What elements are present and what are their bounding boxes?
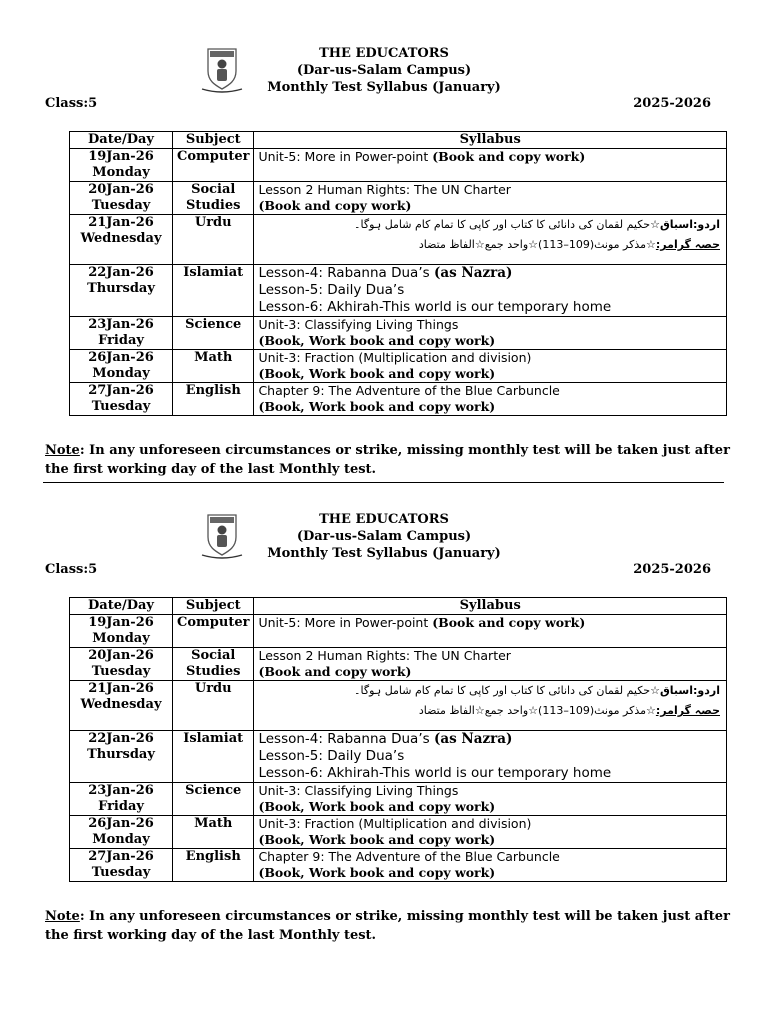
subject-cell: English — [173, 849, 254, 882]
syllabus-line — [258, 333, 722, 349]
note-label: Note — [45, 443, 80, 458]
date-cell — [70, 816, 173, 849]
syllabus-line — [258, 664, 722, 680]
table-row — [70, 615, 727, 648]
campus-name: (Dar-us-Salam Campus) — [296, 529, 472, 544]
school-name: THE EDUCATORS — [319, 46, 449, 61]
syllabus-line-text: Chapter 9: The Adventure of the Blue Carbuncle — [258, 849, 560, 864]
date-cell — [70, 350, 173, 383]
sheet-divider — [43, 482, 724, 483]
day-text: Monday — [92, 631, 150, 646]
syllabus-line — [258, 350, 722, 366]
document-header — [0, 511, 768, 562]
syllabus-line — [258, 731, 722, 748]
date-text: 21Jan-26 — [88, 215, 154, 230]
subject-cell: Computer — [173, 149, 254, 182]
date-cell — [70, 681, 173, 731]
date-cell — [70, 615, 173, 648]
subject-cell: Science — [173, 783, 254, 816]
day-text: Monday — [92, 165, 150, 180]
syllabus-line-emphasis: (as Nazra) — [433, 731, 513, 747]
subject-cell: Social Studies — [173, 648, 254, 681]
date-text: 22Jan-26 — [88, 731, 154, 746]
subject-cell: Urdu — [173, 681, 254, 731]
table-row — [70, 681, 727, 731]
syllabus-table — [69, 597, 727, 882]
day-text: Monday — [92, 366, 150, 381]
session-year: 2025-2026 — [633, 562, 711, 577]
note — [45, 441, 735, 479]
table-header-row — [70, 132, 727, 149]
syllabus-line — [258, 299, 722, 316]
note-text: : In any unforeseen circumstances or strike, missing monthly test will be taken just after the first working day of the last Monthly test. — [45, 443, 730, 477]
syllabus-line — [258, 366, 722, 382]
day-text: Thursday — [87, 747, 155, 762]
syllabus-line — [258, 149, 722, 165]
note-label: Note — [45, 909, 80, 924]
syllabus-line-emphasis: (Book and copy work) — [432, 149, 586, 164]
column-header-date: Date/Day — [70, 132, 173, 149]
syllabus-line-emphasis: (Book and copy work) — [258, 664, 412, 679]
note — [45, 907, 735, 945]
date-text: 19Jan-26 — [88, 615, 154, 630]
table-row — [70, 849, 727, 882]
date-text: 19Jan-26 — [88, 149, 154, 164]
day-text: Thursday — [87, 281, 155, 296]
syllabus-line-text: Unit-3: Classifying Living Things — [258, 783, 459, 798]
subject-cell: English — [173, 383, 254, 416]
date-text: 27Jan-26 — [88, 383, 154, 398]
syllabus-line — [258, 182, 722, 198]
table-row — [70, 731, 727, 783]
syllabus-line-text: Lesson-5: Daily Dua’s — [258, 282, 405, 298]
subject-cell: Science — [173, 317, 254, 350]
syllabus-cell — [254, 317, 727, 350]
day-text: Monday — [92, 832, 150, 847]
syllabus-cell — [254, 783, 727, 816]
syllabus-cell — [254, 615, 727, 648]
date-cell — [70, 215, 173, 265]
day-text: Friday — [98, 333, 144, 348]
urdu-line-text: حکیم لقمان کی دانائی کا کتاب اور کاپی کا تمام کام شامل ہوگا۔ — [354, 684, 651, 697]
urdu-syllabus-line — [258, 701, 722, 721]
urdu-syllabus-line — [258, 681, 722, 701]
syllabus-cell — [254, 849, 727, 882]
urdu-line-text: ☆مذکر مونث(109–113)☆واحد جمع☆الفاظ متضاد — [418, 704, 656, 717]
syllabus-cell — [254, 265, 727, 317]
table-row — [70, 215, 727, 265]
session-year: 2025-2026 — [633, 96, 711, 111]
syllabus-sheet — [0, 511, 768, 943]
table-row — [70, 783, 727, 816]
date-cell — [70, 317, 173, 350]
syllabus-line-emphasis: (Book, Work book and copy work) — [258, 865, 496, 880]
syllabus-line-text: Lesson-4: Rabanna Dua’s — [258, 731, 434, 747]
syllabus-line — [258, 849, 722, 865]
syllabus-line — [258, 748, 722, 765]
syllabus-cell — [254, 731, 727, 783]
date-text: 21Jan-26 — [88, 681, 154, 696]
subject-cell: Urdu — [173, 215, 254, 265]
syllabus-line-text: Unit-5: More in Power-point — [258, 149, 433, 164]
column-header-syllabus: Syllabus — [254, 132, 727, 149]
table-row — [70, 648, 727, 681]
table-row — [70, 383, 727, 416]
urdu-line-label: حصہ گرامر: — [655, 704, 720, 717]
school-logo-icon — [200, 511, 244, 559]
table-row — [70, 317, 727, 350]
syllabus-line — [258, 265, 722, 282]
syllabus-line — [258, 198, 722, 214]
date-text: 20Jan-26 — [88, 182, 154, 197]
syllabus-line — [258, 865, 722, 881]
date-cell — [70, 182, 173, 215]
column-header-subject: Subject — [173, 598, 254, 615]
date-text: 26Jan-26 — [88, 816, 154, 831]
date-text: 27Jan-26 — [88, 849, 154, 864]
syllabus-line-text: Unit-3: Fraction (Multiplication and division) — [258, 350, 532, 365]
syllabus-cell — [254, 149, 727, 182]
syllabus-line — [258, 799, 722, 815]
syllabus-line-text: Lesson 2 Human Rights: The UN Charter — [258, 182, 511, 197]
subject-cell: Islamiat — [173, 731, 254, 783]
syllabus-line-text: Unit-3: Fraction (Multiplication and division) — [258, 816, 532, 831]
date-cell — [70, 265, 173, 317]
urdu-syllabus-line — [258, 235, 722, 255]
subject-cell: Computer — [173, 615, 254, 648]
date-text: 20Jan-26 — [88, 648, 154, 663]
syllabus-line-text: Lesson-6: Akhirah-This world is our temporary home — [258, 765, 612, 781]
day-text: Tuesday — [91, 198, 151, 213]
syllabus-cell — [254, 383, 727, 416]
subject-cell: Islamiat — [173, 265, 254, 317]
subject-cell: Math — [173, 350, 254, 383]
day-text: Tuesday — [91, 399, 151, 414]
class-row — [0, 96, 768, 113]
class-label: Class:5 — [45, 562, 98, 577]
column-header-subject: Subject — [173, 132, 254, 149]
subject-cell: Social Studies — [173, 182, 254, 215]
syllabus-cell — [254, 215, 727, 265]
syllabus-line-text: Lesson-5: Daily Dua’s — [258, 748, 405, 764]
urdu-line-label: اردو:اسباق☆ — [650, 218, 720, 231]
syllabus-line-emphasis: (Book, Work book and copy work) — [258, 333, 496, 348]
syllabus-line — [258, 383, 722, 399]
syllabus-line-emphasis: (Book, Work book and copy work) — [258, 366, 496, 381]
document-header — [0, 45, 768, 96]
syllabus-line — [258, 816, 722, 832]
syllabus-cell — [254, 350, 727, 383]
school-logo-icon — [200, 45, 244, 93]
syllabus-line — [258, 615, 722, 631]
syllabus-line-emphasis: (as Nazra) — [433, 265, 513, 281]
syllabus-line — [258, 783, 722, 799]
table-row — [70, 816, 727, 849]
school-name: THE EDUCATORS — [319, 512, 449, 527]
table-header-row — [70, 598, 727, 615]
urdu-line-label: حصہ گرامر: — [655, 238, 720, 251]
syllabus-line-emphasis: (Book, Work book and copy work) — [258, 832, 496, 847]
date-cell — [70, 849, 173, 882]
syllabus-line — [258, 765, 722, 782]
syllabus-line — [258, 317, 722, 333]
day-text: Wednesday — [80, 231, 162, 246]
table-row — [70, 265, 727, 317]
date-cell — [70, 383, 173, 416]
syllabus-table — [69, 131, 727, 416]
day-text: Wednesday — [80, 697, 162, 712]
campus-name: (Dar-us-Salam Campus) — [296, 63, 472, 78]
syllabus-cell — [254, 681, 727, 731]
date-cell — [70, 149, 173, 182]
day-text: Tuesday — [91, 664, 151, 679]
syllabus-cell — [254, 648, 727, 681]
day-text: Friday — [98, 799, 144, 814]
date-text: 23Jan-26 — [88, 317, 154, 332]
syllabus-sheet — [0, 45, 768, 477]
class-row — [0, 562, 768, 579]
day-text: Tuesday — [91, 865, 151, 880]
syllabus-line-emphasis: (Book and copy work) — [258, 198, 412, 213]
urdu-line-label: اردو:اسباق☆ — [650, 684, 720, 697]
syllabus-line-text: Unit-5: More in Power-point — [258, 615, 433, 630]
syllabus-cell — [254, 816, 727, 849]
syllabus-line — [258, 832, 722, 848]
date-text: 23Jan-26 — [88, 783, 154, 798]
date-cell — [70, 648, 173, 681]
class-label: Class:5 — [45, 96, 98, 111]
table-row — [70, 182, 727, 215]
column-header-syllabus: Syllabus — [254, 598, 727, 615]
syllabus-cell — [254, 182, 727, 215]
syllabus-line-text: Unit-3: Classifying Living Things — [258, 317, 459, 332]
syllabus-line-emphasis: (Book, Work book and copy work) — [258, 799, 496, 814]
syllabus-line-emphasis: (Book, Work book and copy work) — [258, 399, 496, 414]
syllabus-line — [258, 282, 722, 299]
table-row — [70, 350, 727, 383]
urdu-line-text: ☆مذکر مونث(109–113)☆واحد جمع☆الفاظ متضاد — [418, 238, 656, 251]
table-row — [70, 149, 727, 182]
date-cell — [70, 731, 173, 783]
syllabus-line-text: Lesson 2 Human Rights: The UN Charter — [258, 648, 511, 663]
column-header-date: Date/Day — [70, 598, 173, 615]
note-text: : In any unforeseen circumstances or strike, missing monthly test will be taken just after the first working day of the last Monthly test. — [45, 909, 730, 943]
syllabus-line-text: Lesson-6: Akhirah-This world is our temporary home — [258, 299, 612, 315]
syllabus-line-text: Chapter 9: The Adventure of the Blue Carbuncle — [258, 383, 560, 398]
syllabus-line — [258, 648, 722, 664]
syllabus-title: Monthly Test Syllabus (January) — [267, 546, 501, 561]
syllabus-line-emphasis: (Book and copy work) — [432, 615, 586, 630]
subject-cell: Math — [173, 816, 254, 849]
syllabus-line — [258, 399, 722, 415]
date-text: 26Jan-26 — [88, 350, 154, 365]
syllabus-line-text: Lesson-4: Rabanna Dua’s — [258, 265, 434, 281]
syllabus-title: Monthly Test Syllabus (January) — [267, 80, 501, 95]
urdu-syllabus-line — [258, 215, 722, 235]
date-text: 22Jan-26 — [88, 265, 154, 280]
urdu-line-text: حکیم لقمان کی دانائی کا کتاب اور کاپی کا تمام کام شامل ہوگا۔ — [354, 218, 651, 231]
date-cell — [70, 783, 173, 816]
